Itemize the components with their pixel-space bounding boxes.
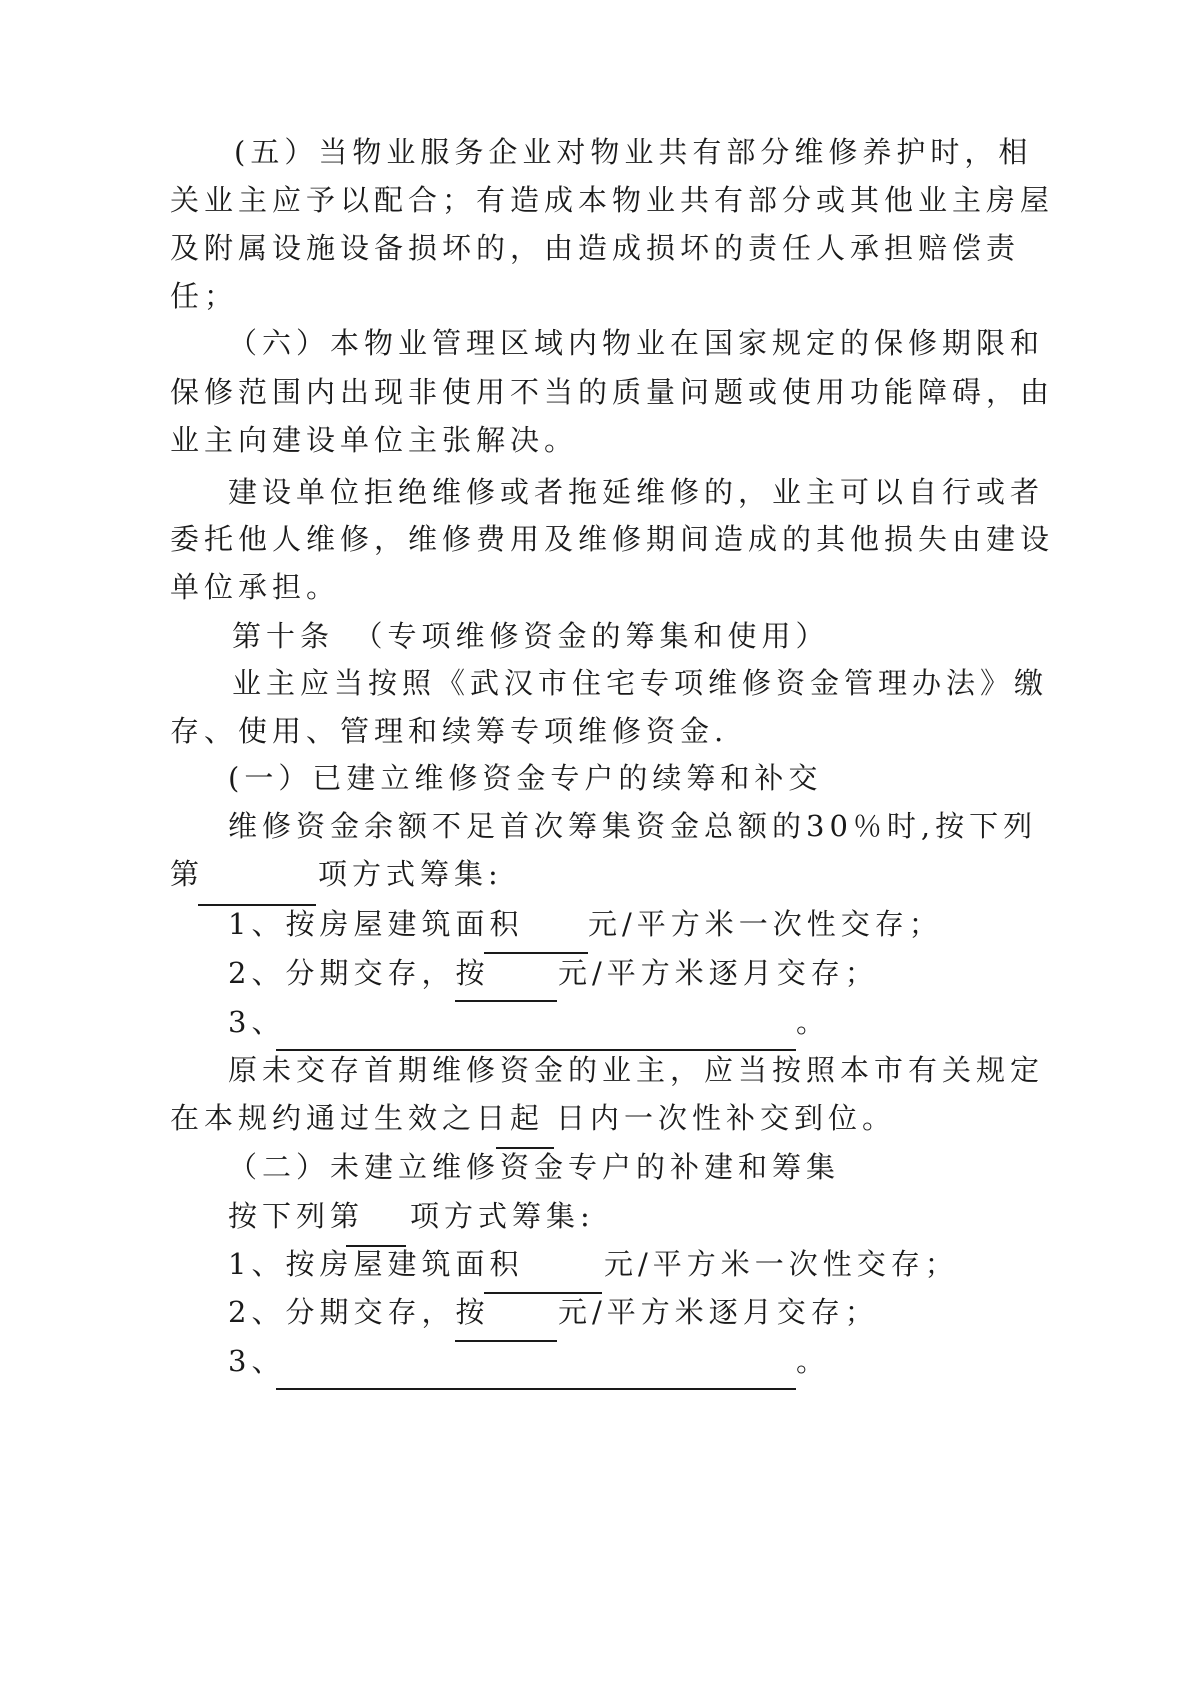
- part1-heading: (一）已建立维修资金专户的续筹和补交: [228, 761, 823, 795]
- part2-option2-prefix: 2、分期交存，按: [228, 1295, 490, 1329]
- section6-line1: （六）本物业管理区域内物业在国家规定的保修期限和: [228, 326, 1045, 360]
- part2-option1-prefix: 1、按房屋建筑面积: [228, 1247, 524, 1281]
- builder-refusal-line1: 建设单位拒绝维修或者拖延维修的，业主可以自行或者: [228, 475, 1045, 509]
- section5-line1: (五）当物业服务企业对物业共有部分维修养护时，相: [234, 135, 1033, 169]
- section5-line2: 关业主应予以配合；有造成本物业共有部分或其他业主房屋: [170, 183, 1055, 217]
- part1-condition-line1: 维修资金余额不足首次筹集资金总额的30％时,按下列: [228, 809, 1038, 843]
- part1-condition-prefix: 第: [170, 857, 205, 891]
- article10-intro-line1: 业主应当按照《武汉市住宅专项维修资金管理办法》缴: [232, 666, 1049, 700]
- part2-option3-blank: [276, 1388, 796, 1390]
- section6-line2: 保修范围内出现非使用不当的质量问题或使用功能障碍，由: [170, 375, 1055, 409]
- part1-option1-suffix: 元/平方米一次性交存；: [588, 907, 943, 941]
- part1-option2-blank: [455, 1000, 557, 1002]
- part1-option3-suffix: 。: [796, 1005, 831, 1039]
- part1-option1-prefix: 1、按房屋建筑面积: [228, 907, 524, 941]
- part1-option3-blank: [276, 1049, 796, 1051]
- part2-option2-blank: [455, 1340, 557, 1342]
- article10-heading: 第十条 （专项维修资金的筹集和使用）: [232, 619, 830, 653]
- part2-option1-suffix: 元/平方米一次性交存；: [604, 1247, 959, 1281]
- section5-line3: 及附属设施设备损坏的，由造成损坏的责任人承担赔偿责: [170, 231, 1021, 265]
- part2-condition-prefix: 按下列第: [228, 1199, 365, 1233]
- builder-refusal-line2: 委托他人维修，维修费用及维修期间造成的其他损失由建设: [170, 522, 1055, 556]
- part1-option2-prefix: 2、分期交存，按: [228, 956, 490, 990]
- part1-option3-prefix: 3、: [228, 1005, 286, 1039]
- article10-intro-line2: 存、使用、管理和续筹专项维修资金.: [170, 714, 729, 748]
- part1-late-prefix: 在本规约通过生效之日起: [170, 1101, 545, 1135]
- section6-line3: 业主向建设单位主张解决。: [170, 423, 579, 457]
- part1-option2-suffix: 元/平方米逐月交存；: [558, 956, 879, 990]
- section5-line4: 任；: [170, 279, 239, 313]
- part1-late-suffix: 日内一次性补交到位。: [556, 1101, 897, 1135]
- part2-option3-prefix: 3、: [228, 1344, 286, 1378]
- part2-option2-suffix: 元/平方米逐月交存；: [558, 1295, 879, 1329]
- part2-heading: （二）未建立维修资金专户的补建和筹集: [228, 1150, 841, 1184]
- part1-option1-blank: [484, 952, 588, 954]
- part1-condition-suffix: 项方式筹集:: [318, 857, 503, 891]
- part2-condition-suffix: 项方式筹集:: [410, 1199, 595, 1233]
- builder-refusal-line3: 单位承担。: [170, 570, 341, 604]
- part1-late-line1: 原未交存首期维修资金的业主，应当按照本市有关规定: [228, 1053, 1045, 1087]
- part2-option3-suffix: 。: [796, 1344, 831, 1378]
